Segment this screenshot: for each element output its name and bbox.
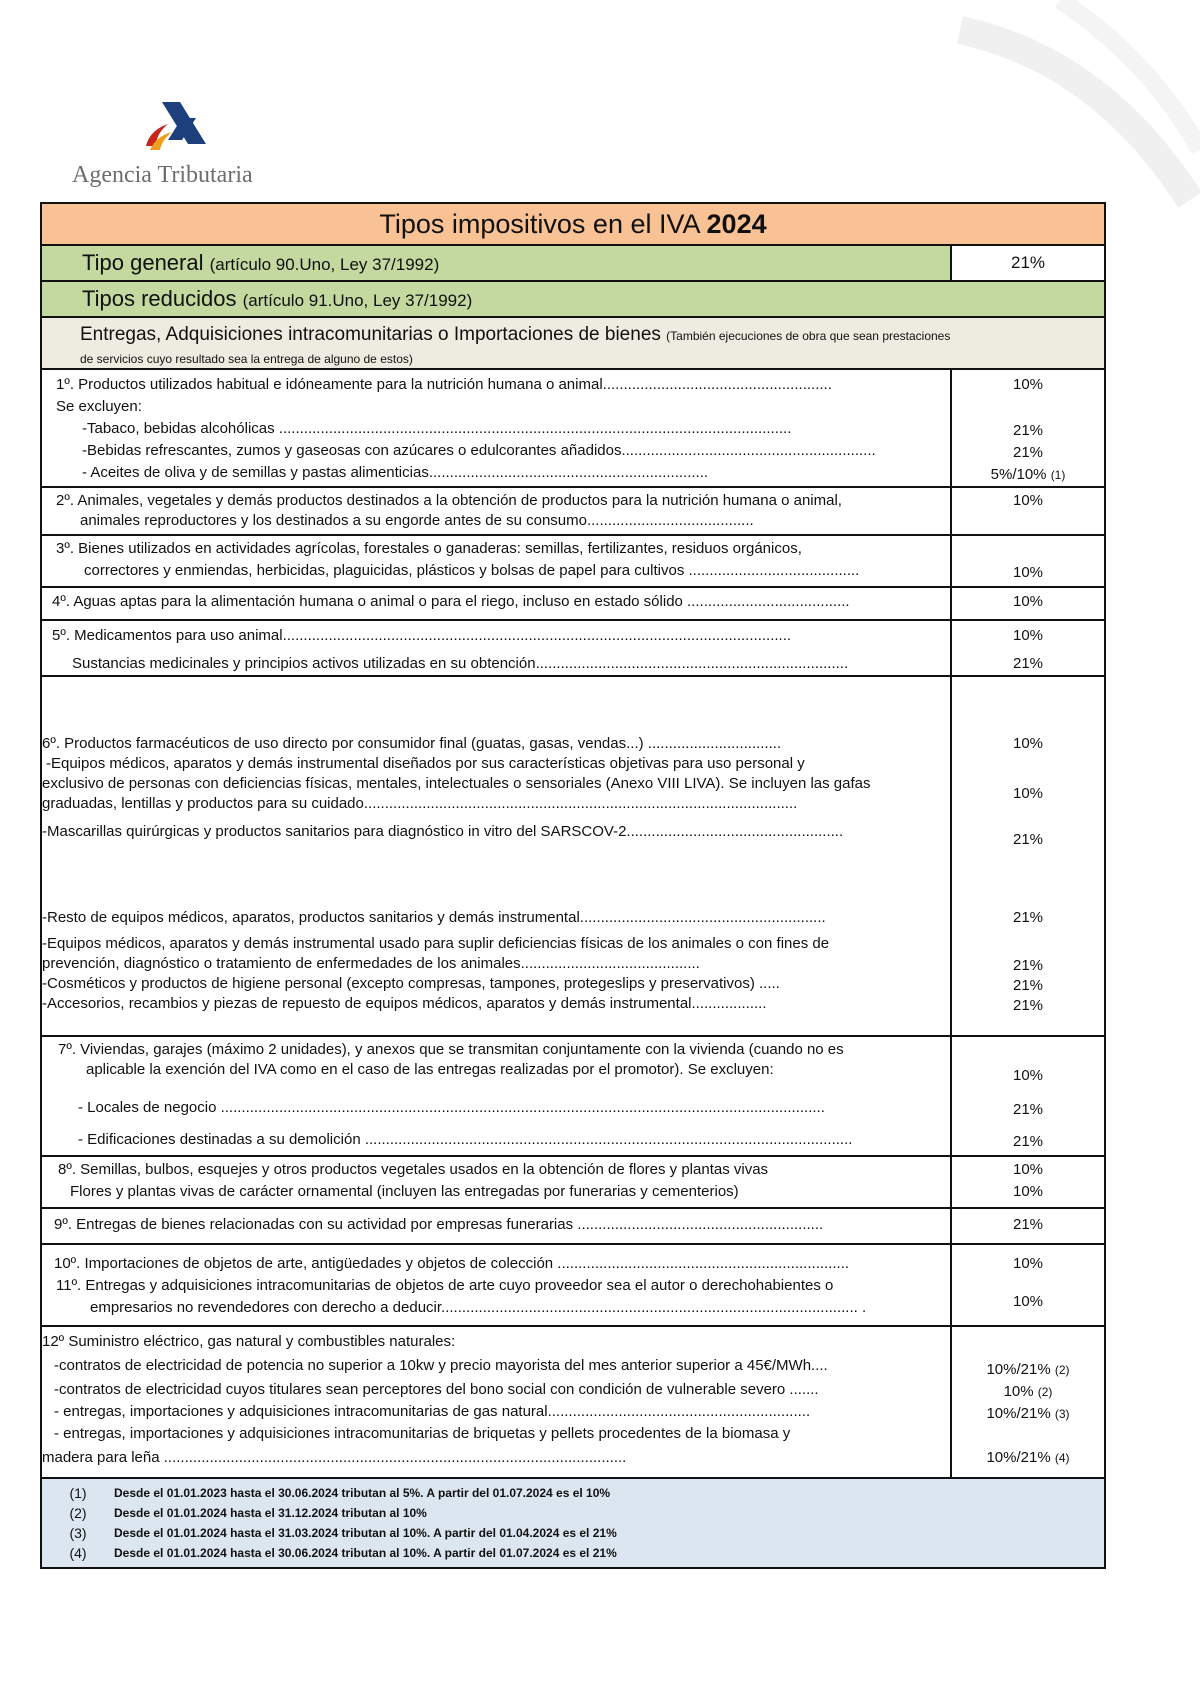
s4-line-1: 4º. Aguas aptas para la alimentación humana o animal o para el riego, incluso en estado sólido ....................................... [52, 593, 850, 610]
s7-value-3: 21% [1012, 1133, 1044, 1150]
s12-value-4: 10%/21% (4) [986, 1449, 1070, 1466]
s3-value-1: 10% [1012, 564, 1044, 581]
s1-value-1: 10% [1012, 376, 1044, 393]
deliveries-label: Entregas, Adquisiciones intracomunitarias o Importaciones de bienes [80, 324, 661, 345]
section-6 [42, 677, 1104, 1037]
reduced-rates-header [42, 282, 1104, 318]
footnote: (1) Desde el 01.01.2023 hasta el 30.06.2024 tributan al 5%. A partir del 01.07.2024 es el 10% [69, 1485, 611, 1501]
s6-value-4: 21% [1012, 909, 1044, 926]
s5-line-1: 5º. Medicamentos para uso animal.......................................................................................................................... [52, 627, 792, 644]
s10-line-2: 11º. Entregas y adquisiciones intracomunitarias de objetos de arte cuyo proveedor sea el autor o derechohabientes o [56, 1277, 834, 1294]
s6-value-3: 21% [1012, 831, 1044, 848]
s1-line-3: -Tabaco, bebidas alcohólicas ........................................................................................................................... [82, 420, 792, 437]
s3-line-2: correctores y enmiendas, herbicidas, plaguicidas, plásticos y bolsas de papel para cultivos ......................................... [84, 562, 860, 579]
s4-value-1: 10% [1012, 593, 1044, 610]
section-1 [42, 370, 1104, 488]
s10-value-2: 10% [1012, 1293, 1044, 1310]
footnotes [42, 1479, 1104, 1567]
reduced-label: Tipos reducidos [82, 286, 237, 311]
corner-decoration [940, 0, 1200, 220]
footnote: (4) Desde el 01.01.2024 hasta el 30.06.2024 tributan al 10%. A partir del 01.07.2024 es el 21% [69, 1545, 617, 1561]
s1-value-3: 21% [1012, 444, 1044, 461]
s10-value-1: 10% [1012, 1255, 1044, 1272]
s12-line-3: -contratos de electricidad cuyos titulares sean perceptores del bono social con condición de vulnerable severo ....... [54, 1381, 819, 1398]
s7-value-1: 10% [1012, 1067, 1044, 1084]
deliveries-header [42, 318, 1104, 370]
s12-line-4: - entregas, importaciones y adquisiciones intracomunitarias de gas natural............................................................... [54, 1403, 811, 1420]
title-year: 2024 [706, 209, 767, 239]
general-ref: (artículo 90.Uno, Ley 37/1992) [209, 255, 440, 274]
s2-value-1: 10% [1012, 492, 1044, 509]
s5-value-2: 21% [1012, 655, 1044, 672]
section-2 [42, 488, 1104, 536]
section-12 [42, 1327, 1104, 1479]
section-4 [42, 588, 1104, 621]
s6-line-4: graduadas, lentillas y productos para su cuidado........................................................................................................ [42, 795, 798, 812]
s6-value-6: 21% [1012, 977, 1044, 994]
s12-value-3: 10%/21% (3) [986, 1405, 1070, 1422]
logo-mark-icon [142, 100, 212, 152]
section-5 [42, 621, 1104, 677]
general-rate-row [42, 246, 1104, 282]
s1-line-4: -Bebidas refrescantes, zumos y gaseosas con azúcares o edulcorantes añadidos............................................................. [82, 442, 876, 459]
s9-line-1: 9º. Entregas de bienes relacionadas con su actividad por empresas funerarias ........................................................... [54, 1216, 824, 1233]
s12-line-5: - entregas, importaciones y adquisiciones intracomunitarias de briquetas y pellets procedentes de la biomasa y [54, 1425, 791, 1442]
s6-value-5: 21% [1012, 957, 1044, 974]
s6-line-1: 6º. Productos farmacéuticos de uso directo por consumidor final (guatas, gasas, vendas...) ................................ [42, 735, 782, 752]
s5-value-1: 10% [1012, 627, 1044, 644]
s12-line-1: 12º Suministro eléctrico, gas natural y combustibles naturales: [42, 1333, 456, 1350]
general-value: 21% [950, 246, 1104, 280]
deliveries-note-2: de servicios cuyo resultado sea la entrega de alguno de estos) [80, 352, 413, 366]
title-text: Tipos impositivos en el IVA [379, 209, 700, 239]
s1-line-5: - Aceites de oliva y de semillas y pastas alimenticias................................................................... [82, 464, 709, 481]
s12-value-2: 10% (2) [1003, 1383, 1053, 1400]
section-10-11 [42, 1245, 1104, 1327]
s3-line-1: 3º. Bienes utilizados en actividades agrícolas, forestales o ganaderas: semillas, fertilizantes, residuos orgánicos, [56, 540, 802, 557]
s8-value-2: 10% [1012, 1183, 1044, 1200]
s9-value-1: 21% [1012, 1216, 1044, 1233]
s6-value-7: 21% [1012, 997, 1044, 1014]
s1-value-4: 5%/10% (1) [990, 466, 1066, 483]
s6-line-2: -Equipos médicos, aparatos y demás instrumental diseñados por sus características objetivas para uso personal y [46, 755, 805, 772]
s1-line-1: 1º. Productos utilizados habitual e idóneamente para la nutrición humana o animal....................................................... [56, 376, 832, 393]
s1-line-2: Se excluyen: [56, 398, 142, 415]
section-9 [42, 1209, 1104, 1245]
s7-line-3: - Locales de negocio ................................................................................................................................................. [78, 1099, 825, 1116]
s6-line-8: prevención, diagnóstico o tratamiento de enfermedades de los animales........................................... [42, 955, 700, 972]
section-3 [42, 536, 1104, 588]
s8-value-1: 10% [1012, 1161, 1044, 1178]
section-7 [42, 1037, 1104, 1157]
s6-line-10: -Accesorios, recambios y piezas de repuesto de equipos médicos, aparatos y demás instrumental.................. [42, 995, 767, 1012]
s6-line-7: -Equipos médicos, aparatos y demás instrumental usado para suplir deficiencias físicas de los animales o con fines de [42, 935, 830, 952]
s6-line-5: -Mascarillas quirúrgicas y productos sanitarios para diagnóstico in vitro del SARSCOV-2.................................................... [42, 823, 844, 840]
agencia-tributaria-logo [72, 100, 292, 190]
s10-line-3: empresarios no revendedores con derecho a deducir.................................................................................................... . [90, 1299, 867, 1316]
s7-line-1: 7º. Viviendas, garajes (máximo 2 unidades), y anexos que se transmitan conjuntamente con la vivienda (cuando no es [58, 1041, 844, 1058]
footnote: (3) Desde el 01.01.2024 hasta el 31.03.2024 tributan al 10%. A partir del 01.04.2024 es el 21% [69, 1525, 617, 1541]
s10-line-1: 10º. Importaciones de objetos de arte, antigüedades y objetos de colección ...................................................................... [54, 1255, 850, 1272]
s2-line-1: 2º. Animales, vegetales y demás productos destinados a la obtención de productos para la nutrición humana o animal, [56, 492, 842, 509]
footnote: (2) Desde el 01.01.2024 hasta el 31.12.2024 tributan al 10% [69, 1505, 427, 1521]
s6-line-3: exclusivo de personas con deficiencias físicas, mentales, intelectuales o sensoriales (Anexo VIII LIVA). Se incluyen las gafas [42, 775, 871, 792]
s6-line-9: -Cosméticos y productos de higiene personal (excepto compresas, tampones, protegeslips y preservativos) ..... [42, 975, 780, 992]
reduced-ref: (artículo 91.Uno, Ley 37/1992) [242, 291, 473, 310]
s7-line-2: aplicable la exención del IVA como en el caso de las entregas realizadas por el promotor). Se excluyen: [86, 1061, 774, 1078]
page-title [42, 204, 1104, 246]
s12-line-6: madera para leña ............................................................................................................... [42, 1449, 627, 1466]
s7-value-2: 21% [1012, 1101, 1044, 1118]
s12-value-1: 10%/21% (2) [986, 1361, 1070, 1378]
deliveries-note-1: (También ejecuciones de obra que sean prestaciones [666, 329, 951, 343]
general-label: Tipo general [82, 250, 204, 275]
vat-rates-table [40, 202, 1106, 1569]
s1-value-2: 21% [1012, 422, 1044, 439]
s8-line-1: 8º. Semillas, bulbos, esquejes y otros productos vegetales usados en la obtención de flores y plantas vivas [58, 1161, 769, 1178]
s7-line-4: - Edificaciones destinadas a su demolición ..................................................................................................................... [78, 1131, 853, 1148]
section-8 [42, 1157, 1104, 1209]
s12-line-2: -contratos de electricidad de potencia no superior a 10kw y precio mayorista del mes anterior superior a 45€/MWh.... [54, 1357, 828, 1374]
s8-line-2: Flores y plantas vivas de carácter ornamental (incluyen las entregadas por funerarias y cementerios) [70, 1183, 739, 1200]
s2-line-2: animales reproductores y los destinados a su engorde antes de su consumo........................................ [80, 512, 754, 529]
s6-value-2: 10% [1012, 785, 1044, 802]
s5-line-2: Sustancias medicinales y principios activos utilizadas en su obtención........................................................................... [72, 655, 849, 672]
logo-text: Agencia Tributaria [72, 162, 253, 188]
s6-value-1: 10% [1012, 735, 1044, 752]
s6-line-6: -Resto de equipos médicos, aparatos, productos sanitarios y demás instrumental........................................................... [42, 909, 826, 926]
